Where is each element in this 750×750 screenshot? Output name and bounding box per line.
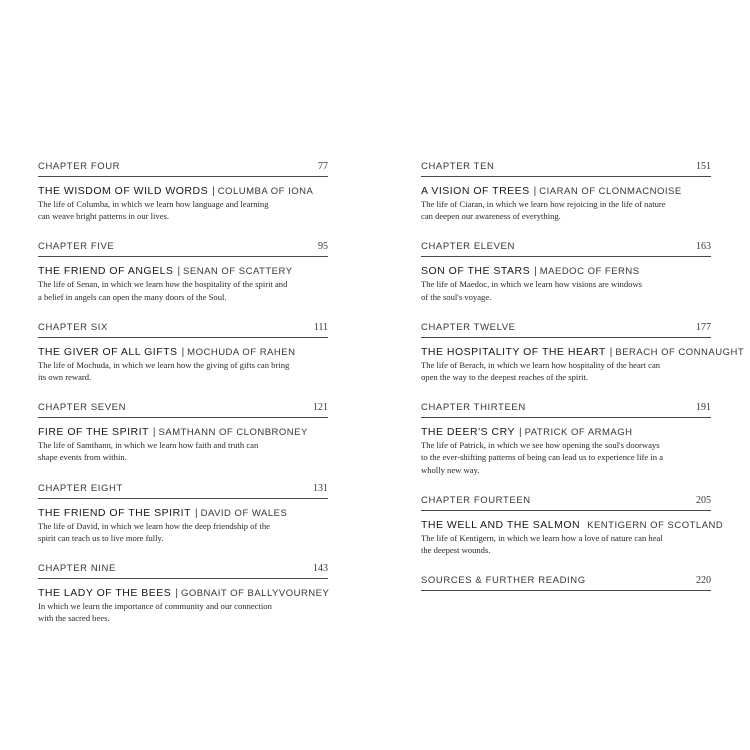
description-line: The life of Samthann, in which we learn how faith and truth can	[38, 440, 259, 451]
description-line: of the soul's voyage.	[421, 291, 492, 302]
chapter-title: SON OF THE STARS	[421, 265, 531, 278]
chapter-number-label: CHAPTER ELEVEN	[421, 241, 515, 253]
chapter-entry[interactable]	[421, 494, 724, 556]
title-separator: |	[152, 427, 156, 439]
chapter-entry[interactable]	[38, 402, 328, 463]
chapter-saint: SENAN OF SCATTERY	[183, 266, 293, 278]
description-line: shape events from within.	[38, 452, 127, 463]
chapter-title: THE DEER'S CRY	[421, 426, 515, 439]
description-line: The life of Berach, in which we learn how hospitality of the heart can	[421, 359, 661, 370]
chapter-number-label: CHAPTER TEN	[421, 161, 495, 172]
chapter-description	[38, 198, 328, 222]
description-line: to the ever-shifting patterns of being can lead us to experience life in a	[421, 452, 664, 463]
chapter-page-number: 111	[313, 321, 328, 333]
chapter-number-label: CHAPTER EIGHT	[38, 482, 123, 494]
description-line: The life of Maedoc, in which we learn how visions are windows	[421, 279, 642, 290]
chapter-description	[38, 520, 328, 544]
chapter-saint: MOCHUDA OF RAHEN	[187, 346, 296, 358]
description-line: can weave bright patterns in our lives.	[38, 211, 170, 222]
chapter-title-line	[421, 345, 745, 358]
chapter-number-label: CHAPTER FOUR	[38, 161, 121, 172]
description-line: In which we learn the importance of community and our connection	[38, 601, 272, 612]
title-separator: |	[177, 266, 181, 278]
chapter-title-line	[38, 507, 328, 519]
chapter-entry[interactable]	[421, 161, 711, 222]
sources-label: SOURCES & FURTHER READING	[421, 575, 586, 587]
chapter-number-label: CHAPTER SEVEN	[38, 402, 127, 414]
title-separator: |	[534, 266, 537, 278]
title-separator: |	[609, 346, 613, 358]
chapter-page-number: 177	[696, 321, 711, 333]
chapter-title: THE GIVER OF ALL GIFTS	[38, 345, 178, 358]
chapter-description	[421, 278, 711, 302]
chapter-saint: PATRICK OF ARMAGH	[524, 427, 633, 439]
chapter-saint: GOBNAIT OF BALLYVOURNEY	[180, 588, 330, 600]
chapter-entry[interactable]	[38, 483, 328, 544]
description-line: the deepest wounds.	[421, 545, 491, 556]
chapter-header	[421, 241, 711, 257]
chapter-title-line	[38, 426, 328, 438]
chapter-title: THE HOSPITALITY OF THE HEART	[421, 345, 606, 358]
chapter-description	[38, 278, 328, 302]
chapter-saint: CIARAN OF CLONMACNOISE	[539, 186, 682, 197]
chapter-number-label: CHAPTER TWELVE	[421, 321, 516, 333]
chapter-title: THE FRIEND OF THE SPIRIT	[38, 506, 191, 519]
chapter-title-line	[421, 185, 711, 197]
description-line: its own reward.	[38, 372, 92, 383]
chapter-page-number: 205	[696, 494, 711, 506]
chapter-header	[38, 322, 328, 338]
chapter-page-number: 121	[313, 402, 328, 414]
chapter-entry[interactable]	[38, 241, 328, 302]
description-line: The life of Senan, in which we learn how the hospitality of the spirit and	[38, 279, 288, 290]
chapter-page-number: 151	[696, 161, 711, 172]
chapter-number-label: CHAPTER SIX	[38, 321, 108, 333]
description-line: The life of Mochuda, in which we learn how the giving of gifts can bring	[38, 359, 290, 370]
chapter-title: FIRE OF THE SPIRIT	[38, 426, 149, 439]
chapter-description	[38, 359, 328, 383]
chapter-saint: BERACH OF CONNAUGHT	[615, 346, 745, 358]
chapter-title-line	[421, 518, 724, 531]
chapter-saint: MAEDOC OF FERNS	[539, 266, 640, 278]
chapter-page-number: 95	[318, 241, 328, 253]
title-separator: |	[181, 346, 185, 358]
chapter-page-number: 131	[313, 482, 328, 494]
chapter-title: THE WISDOM OF WILD WORDS	[38, 185, 209, 197]
chapter-header	[421, 161, 711, 177]
chapter-header	[38, 241, 328, 257]
chapter-header	[421, 322, 711, 338]
chapter-header	[421, 495, 711, 511]
chapter-title-line	[421, 265, 711, 277]
toc-right-column	[421, 161, 745, 591]
chapter-title-line	[38, 346, 328, 358]
chapter-entry[interactable]	[38, 161, 328, 222]
toc-left-column	[38, 161, 328, 643]
title-separator: |	[519, 427, 522, 439]
chapter-entry[interactable]	[421, 241, 711, 302]
chapter-saint: COLUMBA OF IONA	[217, 186, 314, 197]
chapter-page-number: 163	[696, 241, 711, 253]
chapter-saint: SAMTHANN OF CLONBRONEY	[158, 427, 308, 439]
right-chapter-list	[421, 161, 745, 556]
chapter-header	[38, 402, 328, 418]
description-line: The life of Ciaran, in which we learn how rejoicing in the life of nature	[421, 199, 666, 209]
chapter-header	[38, 161, 328, 177]
title-separator: |	[194, 507, 198, 519]
chapter-saint: KENTIGERN OF SCOTLAND	[587, 519, 724, 531]
chapter-header	[38, 483, 328, 499]
chapter-description	[421, 359, 711, 383]
description-line: wholly new way.	[421, 464, 480, 475]
chapter-description	[38, 439, 328, 463]
chapter-description	[38, 600, 328, 624]
chapter-page-number: 143	[313, 563, 328, 575]
chapter-entry[interactable]	[421, 402, 711, 476]
chapter-number-label: CHAPTER FIVE	[38, 241, 115, 253]
description-line: can deepen our awareness of everything.	[421, 211, 561, 222]
chapter-saint: DAVID OF WALES	[200, 507, 288, 519]
description-line: The life of Kentigern, in which we learn how a love of nature can heal	[421, 532, 663, 543]
chapter-page-number: 191	[696, 402, 711, 414]
description-line: The life of Patrick, in which we see how opening the soul's doorways	[421, 440, 660, 451]
chapter-title-line	[38, 265, 328, 277]
chapter-entry[interactable]	[38, 322, 328, 383]
chapter-entry[interactable]	[421, 321, 745, 383]
title-separator: |	[533, 186, 537, 197]
title-separator: |	[175, 588, 178, 600]
chapter-description	[421, 198, 711, 222]
chapter-header	[421, 402, 711, 418]
chapter-header	[38, 563, 328, 579]
chapter-title-line	[38, 587, 328, 599]
chapter-number-label: CHAPTER FOURTEEN	[421, 494, 531, 506]
chapter-page-number: 77	[318, 161, 328, 172]
chapter-title-line	[421, 426, 711, 438]
description-line: a belief in angels can open the many doors of the Soul.	[38, 291, 227, 302]
chapter-title: THE FRIEND OF ANGELS	[38, 265, 174, 278]
chapter-description	[421, 532, 711, 556]
description-line: The life of Columba, in which we learn how language and learning	[38, 199, 269, 209]
sources-entry[interactable]	[421, 575, 711, 591]
chapter-description	[421, 439, 711, 476]
sources-page-number: 220	[696, 575, 711, 587]
chapter-title: A VISION OF TREES	[421, 185, 530, 197]
chapter-number-label: CHAPTER NINE	[38, 563, 116, 575]
description-line: with the sacred bees.	[38, 613, 110, 624]
title-separator: |	[212, 186, 215, 197]
description-line: open the way to the deepest reaches of the spirit.	[421, 372, 589, 383]
chapter-title: THE LADY OF THE BEES	[38, 587, 172, 600]
description-line: spirit can teach us to live more fully.	[38, 532, 164, 543]
chapter-title: THE WELL AND THE SALMON	[421, 518, 581, 531]
chapter-title-line	[38, 185, 328, 197]
chapter-number-label: CHAPTER THIRTEEN	[421, 402, 526, 414]
description-line: The life of David, in which we learn how the deep friendship of the	[38, 520, 270, 531]
chapter-entry[interactable]	[38, 563, 328, 624]
